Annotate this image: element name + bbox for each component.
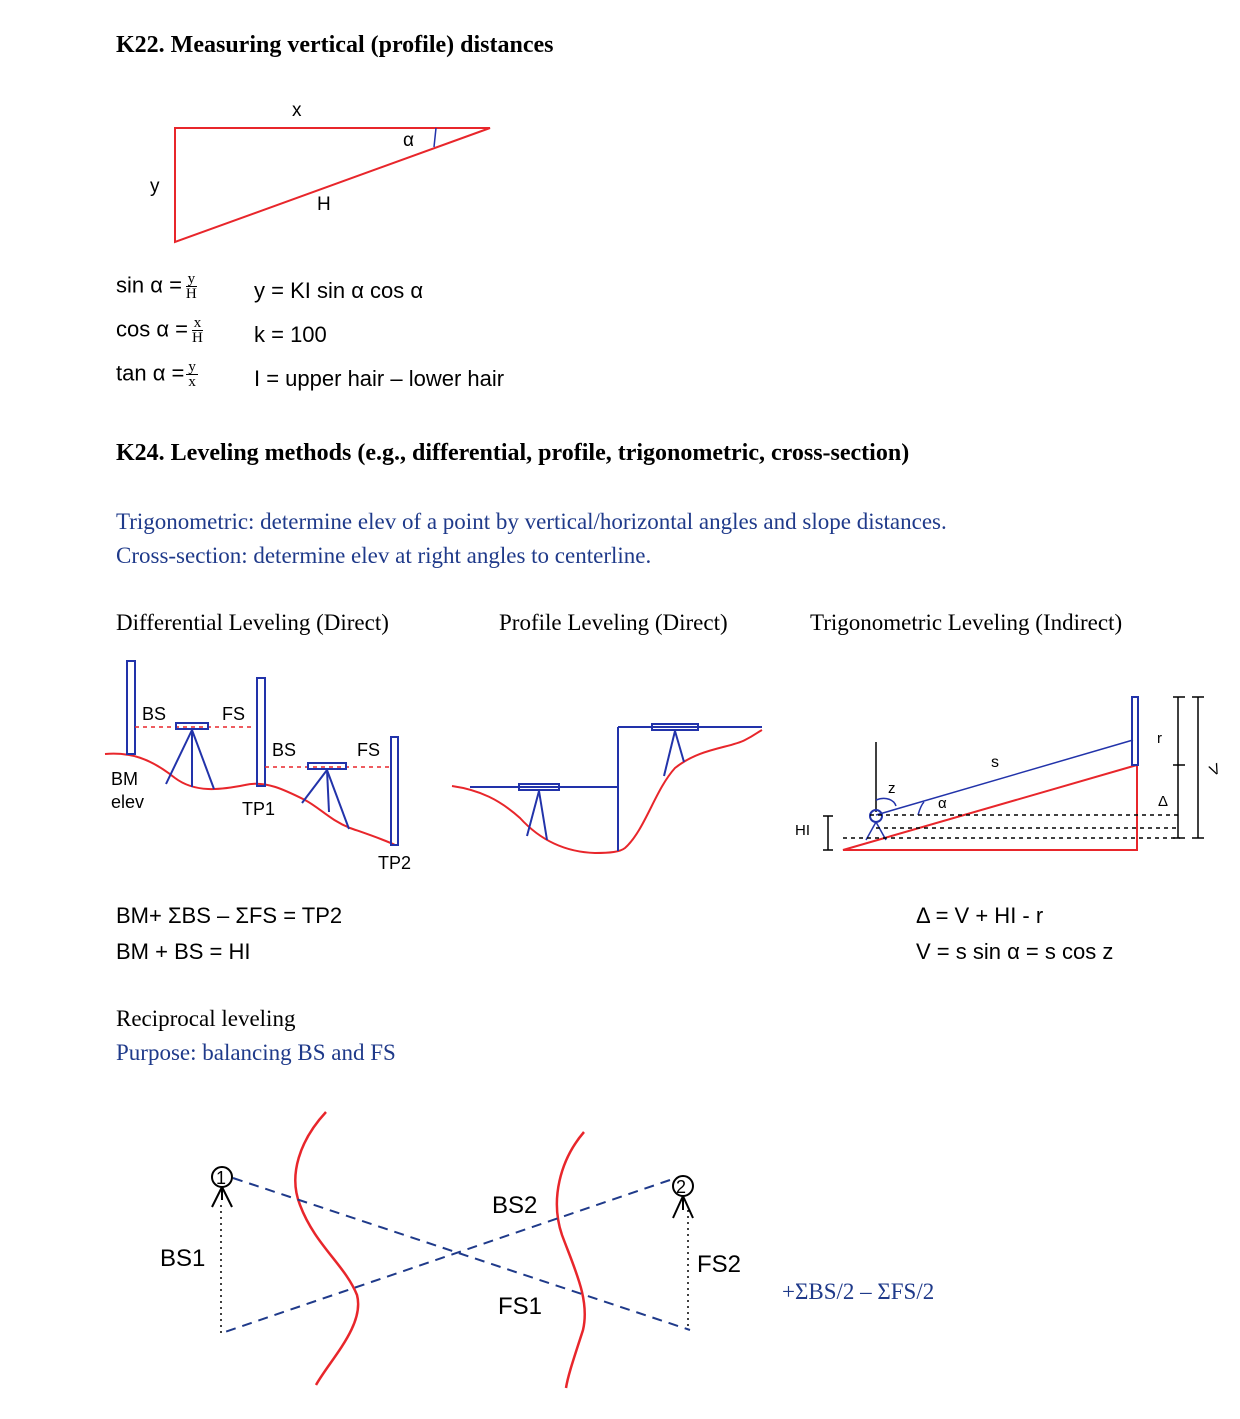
trig-description: Trigonometric: determine elev of a point by vertical/horizontal angles and slope distances. — [116, 509, 947, 534]
sight-2-to-far — [222, 1180, 670, 1333]
reciprocal-purpose: Purpose: balancing BS and FS — [116, 1040, 396, 1065]
formula-y: y = KI sin α cos α — [254, 278, 424, 303]
triangle-x-label: x — [292, 100, 302, 121]
triangle-alpha-label: α — [403, 130, 414, 151]
formula-cos: cos α = $\frac{x}{H}$ — [116, 315, 203, 346]
label-tp2: TP2 — [378, 853, 412, 873]
label-fs-2: FS — [357, 740, 381, 760]
station-2 — [673, 1176, 693, 1218]
river-bank-right — [557, 1132, 585, 1388]
trig-formula-1: Δ = V + HI - r — [916, 903, 1044, 928]
diff-formula-1: BM+ ΣBS – ΣFS = TP2 — [116, 903, 343, 928]
label-fs-1: FS — [222, 704, 246, 724]
label-bs-1: BS — [142, 704, 167, 724]
trig-label-delta: Δ — [1158, 793, 1169, 810]
trig-label-hi: HI — [795, 822, 810, 839]
sight-1-to-far — [233, 1178, 690, 1330]
formula-i: I = upper hair – lower hair — [254, 366, 505, 391]
trig-formula-2: V = s sin α = s cos z — [916, 939, 1114, 964]
formula-tan: tan α = $\frac{y}{x}$ — [116, 359, 196, 390]
trig-label-s: s — [991, 754, 999, 771]
reciprocal-formula: +ΣBS/2 – ΣFS/2 — [782, 1279, 935, 1304]
label-bm: BM — [111, 769, 138, 789]
trig-label-z: z — [888, 780, 896, 797]
profile-leveling-title: Profile Leveling (Direct) — [499, 610, 728, 635]
trig-label-alpha: α — [938, 795, 947, 812]
diff-formula-2: BM + BS = HI — [116, 939, 251, 964]
label-fs1: FS1 — [498, 1293, 543, 1320]
cross-section-description: Cross-section: determine elev at right angles to centerline. — [116, 543, 652, 568]
station-1 — [212, 1167, 232, 1207]
station-1-label: 1 — [216, 1168, 227, 1188]
trig-label-v: V — [1206, 760, 1224, 780]
trig-label-r: r — [1157, 730, 1162, 747]
k24-heading: K24. Leveling methods (e.g., differential, profile, trigonometric, cross-section) — [116, 440, 910, 466]
label-tp1: TP1 — [242, 799, 276, 819]
k22-heading: K22. Measuring vertical (profile) distances — [116, 32, 554, 58]
label-bs1: BS1 — [160, 1245, 206, 1272]
river-bank-left — [295, 1112, 358, 1385]
reciprocal-title: Reciprocal leveling — [116, 1006, 296, 1031]
station-2-label: 2 — [676, 1177, 687, 1197]
triangle-y-label: y — [150, 176, 160, 197]
label-bs-2: BS — [272, 740, 297, 760]
label-fs2: FS2 — [697, 1251, 742, 1278]
formula-sin: sin α = $\frac{y}{H}$ — [116, 271, 197, 302]
trigonometric-leveling-title: Trigonometric Leveling (Indirect) — [810, 610, 1123, 635]
formula-k: k = 100 — [254, 322, 327, 347]
label-elev: elev — [111, 792, 145, 812]
differential-leveling-title: Differential Leveling (Direct) — [116, 610, 389, 635]
label-bs2: BS2 — [492, 1192, 538, 1219]
triangle-h-label: H — [317, 194, 331, 215]
